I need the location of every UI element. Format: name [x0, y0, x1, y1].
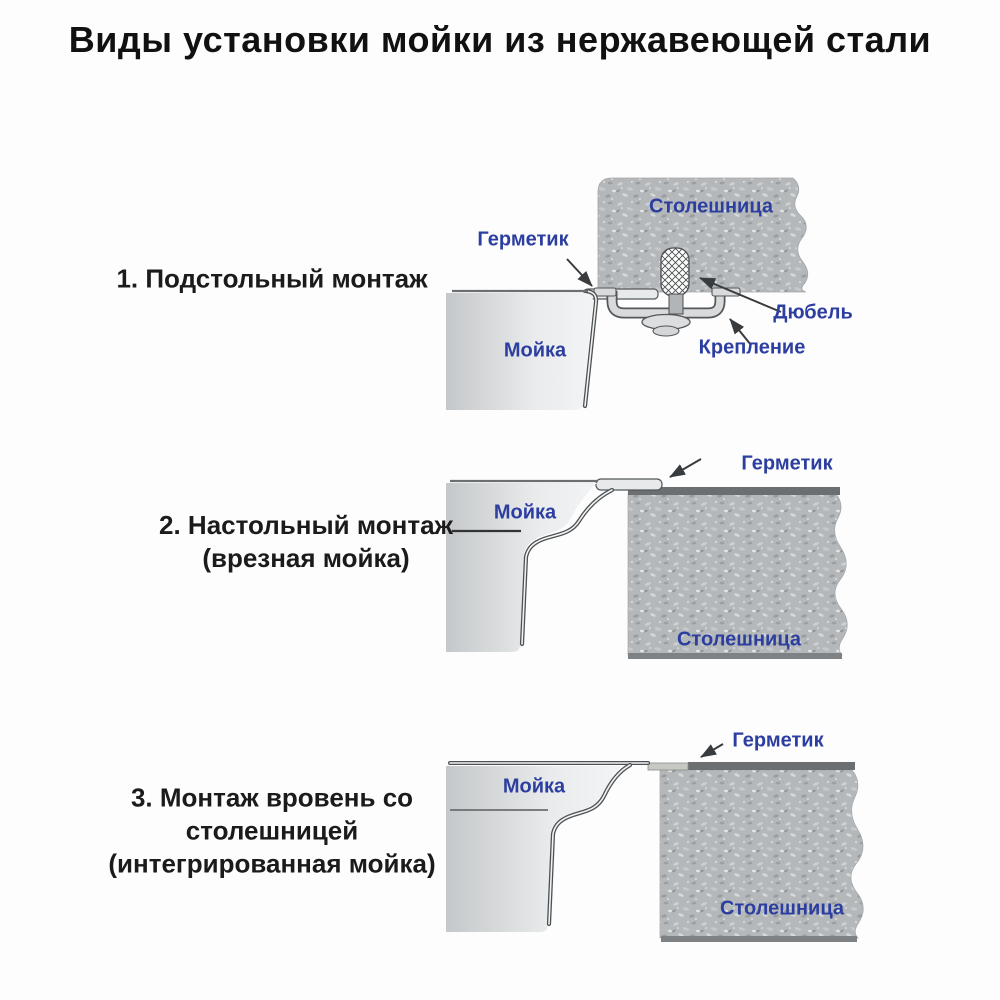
annotation-dowel: Дюбель: [773, 301, 853, 324]
screw-shaft: [669, 294, 683, 314]
annotation-sink-3: Мойка: [502, 775, 566, 798]
section1-label: 1. Подстольный монтаж: [116, 263, 428, 294]
countertop-bottom-edge-3: [661, 936, 857, 942]
annotation-countertop-3: Столешница: [720, 897, 844, 920]
bolt: [642, 315, 690, 337]
section2-label: [159, 509, 453, 575]
sealant-strip-3: [688, 762, 855, 770]
annotation-sealant-2: Герметик: [741, 452, 833, 475]
sealant-arrow-1: [567, 259, 592, 286]
sink-lip-2: [596, 479, 662, 490]
sealant-joint-3: [648, 763, 688, 770]
page-title: Виды установки мойки из нержавеющей стали: [68, 19, 932, 60]
annotation-countertop-2: Столешница: [677, 628, 801, 651]
annotation-fastener: Крепление: [698, 336, 806, 359]
countertop-bottom-edge-2: [628, 653, 842, 659]
section3-label: [108, 782, 435, 881]
section2-label-line2: (врезная мойка): [202, 543, 410, 573]
annotation-sink-1: Мойка: [503, 339, 567, 362]
annotation-sink-2: Мойка: [493, 501, 557, 524]
annotation-sealant-1: Герметик: [477, 228, 569, 251]
section3-label-line3: (интегрированная мойка): [108, 848, 436, 879]
sealant-arrow-3: [701, 744, 723, 757]
section3-label-line1: 3. Монтаж вровень со: [130, 782, 414, 813]
section3-label-line2: столешницей: [185, 815, 359, 846]
dowel: [661, 248, 689, 296]
sealant-arrow-2: [670, 459, 701, 477]
annotation-sealant-3: Герметик: [732, 729, 824, 752]
section2-label-line1: 2. Настольный монтаж: [159, 510, 453, 540]
annotation-countertop-1: Столешница: [649, 195, 773, 218]
